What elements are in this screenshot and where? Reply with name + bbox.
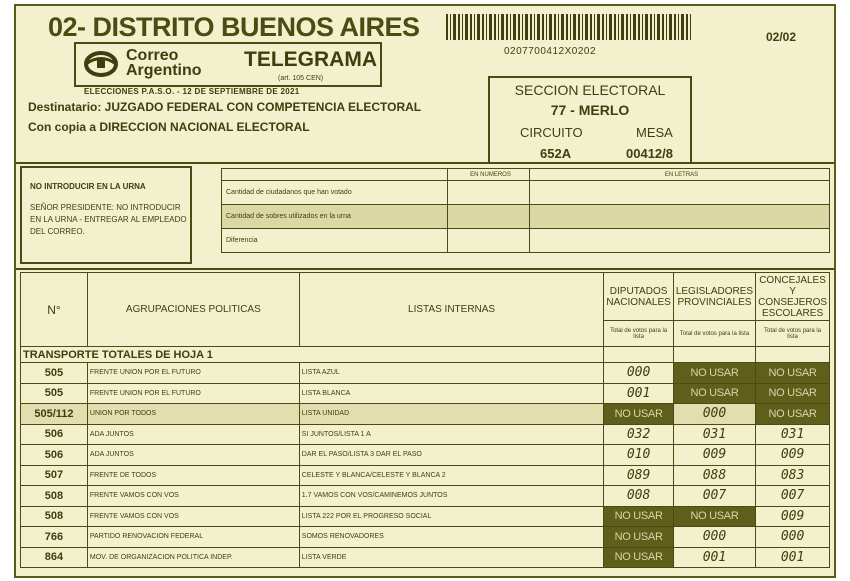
brand-line1: Correo: [126, 47, 179, 64]
seccion-district: 77 - MERLO: [550, 102, 630, 118]
counts-header-blank: [222, 169, 448, 181]
barcode: [446, 14, 692, 40]
row-number: 864: [21, 547, 88, 568]
circuito-value: 652A: [540, 146, 572, 161]
votes-concejales[interactable]: 009: [756, 445, 830, 466]
row-lista: DAR EL PASO/LISTA 3 DAR EL PASO: [299, 445, 604, 466]
col-listas-header: LISTAS INTERNAS: [299, 273, 604, 347]
row-agrupacion: ADA JUNTOS: [87, 445, 299, 466]
table-row: [21, 445, 830, 466]
transporte-cell: [756, 347, 830, 363]
transporte-label: TRANSPORTE TOTALES DE HOJA 1: [21, 347, 604, 363]
counts-row: [222, 229, 830, 253]
counts-col-letras: EN LETRAS: [530, 169, 830, 181]
table-row: [21, 527, 830, 548]
mesa-label: MESA: [636, 125, 673, 140]
row-number: 506: [21, 445, 88, 466]
counts-letras-cell[interactable]: [530, 181, 830, 205]
counts-row: [222, 205, 830, 229]
row-lista: SI JUNTOS/LISTA 1 A: [299, 424, 604, 445]
counts-numeros-cell[interactable]: [448, 205, 530, 229]
votes-concejales[interactable]: 009: [756, 506, 830, 527]
telegrama-subtitle: (art. 105 CEN): [278, 75, 324, 82]
correo-logo-icon: [83, 49, 119, 79]
counts-divider: [16, 268, 834, 270]
votes-legisladores[interactable]: 009: [673, 445, 755, 466]
row-agrupacion: FRENTE VAMOS CON VOS: [87, 486, 299, 507]
row-agrupacion: UNION POR TODOS: [87, 404, 299, 425]
no-usar-diputados: NO USAR: [604, 547, 673, 568]
row-number: 508: [21, 506, 88, 527]
no-introducir-title: NO INTRODUCIR EN LA URNA: [30, 182, 146, 191]
correo-telegrama-box: [74, 42, 382, 87]
row-agrupacion: FRENTE VAMOS CON VOS: [87, 506, 299, 527]
counts-letras-cell[interactable]: [530, 229, 830, 253]
destinatario-line: Destinatario: JUZGADO FEDERAL CON COMPETENCIA ELECTORAL: [28, 100, 422, 114]
counts-row: [222, 181, 830, 205]
table-row: [21, 383, 830, 404]
table-row: [21, 363, 830, 384]
sub-concejales: Total de votos para la lista: [756, 321, 830, 347]
barcode-number: 0207700412X0202: [504, 46, 597, 57]
no-usar-concejales: NO USAR: [756, 363, 830, 384]
brand-line2: Argentino: [126, 62, 202, 79]
row-lista: CELESTE Y BLANCA/CELESTE Y BLANCA 2: [299, 465, 604, 486]
circuito-label: CIRCUITO: [520, 125, 583, 140]
votes-concejales[interactable]: 000: [756, 527, 830, 548]
no-introducir-box: [20, 166, 192, 264]
votes-diputados[interactable]: 001: [604, 383, 673, 404]
votes-diputados[interactable]: 010: [604, 445, 673, 466]
header-divider: [16, 162, 834, 164]
no-usar-diputados: NO USAR: [604, 527, 673, 548]
votes-legisladores[interactable]: 031: [673, 424, 755, 445]
no-usar-concejales: NO USAR: [756, 404, 830, 425]
votes-concejales[interactable]: 031: [756, 424, 830, 445]
col-legisladores-header: LEGISLADORES PROVINCIALES: [673, 273, 755, 321]
votes-legisladores[interactable]: 088: [673, 465, 755, 486]
votes-legisladores[interactable]: 007: [673, 486, 755, 507]
transporte-cell: [604, 347, 673, 363]
votes-diputados[interactable]: 032: [604, 424, 673, 445]
votes-diputados[interactable]: 000: [604, 363, 673, 384]
votes-legisladores[interactable]: 000: [673, 404, 755, 425]
transporte-cell: [673, 347, 755, 363]
seccion-title: SECCION ELECTORAL: [514, 82, 666, 98]
row-lista: SOMOS RENOVADORES: [299, 527, 604, 548]
table-row: [21, 424, 830, 445]
row-number: 505: [21, 363, 88, 384]
counts-row-label: Cantidad de ciudadanos que han votado: [222, 181, 448, 205]
sub-legisladores: Total de votos para la lista: [673, 321, 755, 347]
row-agrupacion: FRENTE UNION POR EL FUTURO: [87, 383, 299, 404]
votes-diputados[interactable]: 008: [604, 486, 673, 507]
counts-row-label: Diferencia: [222, 229, 448, 253]
table-row: [21, 547, 830, 568]
counts-col-numeros: EN NUMEROS: [448, 169, 530, 181]
votes-concejales[interactable]: 083: [756, 465, 830, 486]
row-agrupacion: PARTIDO RENOVACION FEDERAL: [87, 527, 299, 548]
no-usar-legisladores: NO USAR: [673, 363, 755, 384]
row-number: 766: [21, 527, 88, 548]
col-concejales-header: CONCEJALES Y CONSEJEROS ESCOLARES: [756, 273, 830, 321]
votes-concejales[interactable]: 001: [756, 547, 830, 568]
no-usar-diputados: NO USAR: [604, 404, 673, 425]
row-number: 508: [21, 486, 88, 507]
row-lista: LISTA UNIDAD: [299, 404, 604, 425]
table-row: [21, 506, 830, 527]
counts-numeros-cell[interactable]: [448, 181, 530, 205]
votes-legisladores[interactable]: 001: [673, 547, 755, 568]
col-n-header: N°: [21, 273, 88, 347]
row-agrupacion: MOV. DE ORGANIZACION POLITICA INDEP.: [87, 547, 299, 568]
counts-table: [221, 168, 830, 253]
sub-diputados: Total de votos para la lista: [604, 321, 673, 347]
votes-diputados[interactable]: 089: [604, 465, 673, 486]
votes-header-row: [21, 273, 830, 321]
counts-row-label: Cantidad de sobres utilizados en la urna: [222, 205, 448, 229]
election-line: ELECCIONES P.A.S.O. - 12 DE SEPTIEMBRE DE 2021: [84, 87, 300, 96]
page-number: 02/02: [766, 30, 797, 44]
row-lista: LISTA 222 POR EL PROGRESO SOCIAL: [299, 506, 604, 527]
votes-legisladores[interactable]: 000: [673, 527, 755, 548]
row-number: 505/112: [21, 404, 88, 425]
copia-line: Con copia a DIRECCION NACIONAL ELECTORAL: [28, 120, 310, 134]
col-diputados-header: DIPUTADOS NACIONALES: [604, 273, 673, 321]
no-introducir-text: SEÑOR PRESIDENTE: NO INTRODUCIR EN LA URNA - ENTREGAR AL EMPLEADO DEL CORREO.: [30, 203, 187, 236]
telegrama-title: TELEGRAMA: [244, 48, 377, 71]
row-lista: 1.7 VAMOS CON VOS/CAMINEMOS JUNTOS: [299, 486, 604, 507]
col-agrupaciones-header: AGRUPACIONES POLITICAS: [87, 273, 299, 347]
correo-brand: [126, 48, 202, 78]
mesa-value: 00412/8: [626, 146, 673, 161]
no-usar-legisladores: NO USAR: [673, 506, 755, 527]
row-lista: LISTA VERDE: [299, 547, 604, 568]
no-usar-diputados: NO USAR: [604, 506, 673, 527]
counts-letras-cell[interactable]: [530, 205, 830, 229]
no-usar-legisladores: NO USAR: [673, 383, 755, 404]
seccion-electoral-box: [488, 76, 692, 164]
telegram-sheet: [14, 4, 836, 578]
table-row: [21, 486, 830, 507]
table-row: [21, 404, 830, 425]
counts-header-row: [222, 169, 830, 181]
votes-table: [20, 272, 830, 568]
row-agrupacion: ADA JUNTOS: [87, 424, 299, 445]
counts-numeros-cell[interactable]: [448, 229, 530, 253]
votes-concejales[interactable]: 007: [756, 486, 830, 507]
row-number: 506: [21, 424, 88, 445]
row-agrupacion: FRENTE UNION POR EL FUTURO: [87, 363, 299, 384]
row-number: 505: [21, 383, 88, 404]
no-usar-concejales: NO USAR: [756, 383, 830, 404]
transporte-row: [21, 347, 830, 363]
row-lista: LISTA AZUL: [299, 363, 604, 384]
row-number: 507: [21, 465, 88, 486]
table-row: [21, 465, 830, 486]
district-title: 02- DISTRITO BUENOS AIRES: [48, 12, 420, 42]
row-lista: LISTA BLANCA: [299, 383, 604, 404]
row-agrupacion: FRENTE DE TODOS: [87, 465, 299, 486]
